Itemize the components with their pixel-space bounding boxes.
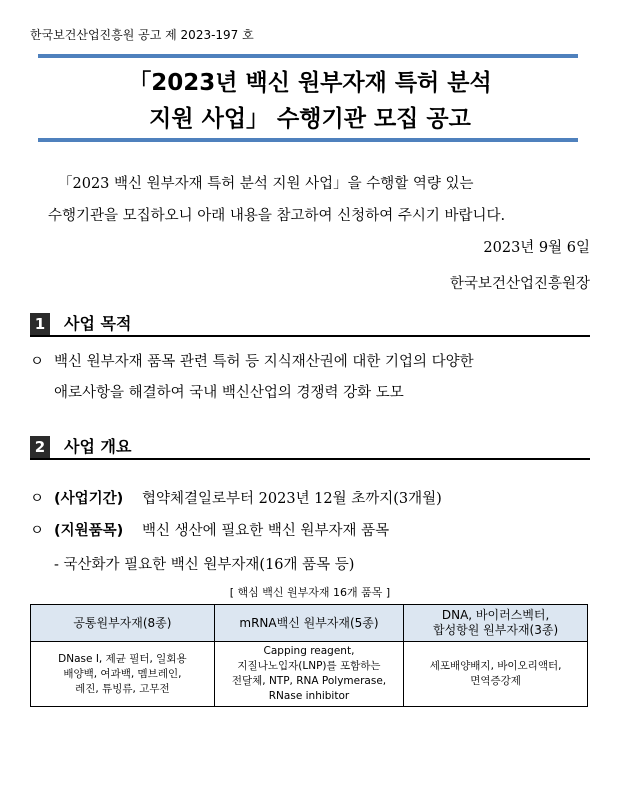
section-1-rule [30,335,590,337]
notice-number: 한국보건산업진흥원 공고 제 2023-197 호 [30,28,254,42]
period-bullet: ㅇ [30,491,45,507]
page-title-line1: 「2023년 백신 원부자재 특허 분석 [128,70,492,96]
cell-dna-line2: 면역증강제 [470,675,521,687]
table-caption: [ 핵심 백신 원부자재 16개 품목 ] [229,586,391,599]
intro-line2: 수행기관을 모집하오니 아래 내용을 참고하여 신청하여 주시기 바랍니다. [48,208,506,224]
table-header-row [31,605,588,642]
section-2-number: 2 [30,436,50,458]
header-common: 공통원부자재(8종) [31,605,215,642]
section-1-number: 1 [30,313,50,335]
section-1-header [30,313,590,337]
items-text: 백신 생산에 필요한 백신 원부자재 품목 [142,523,390,539]
intro-line1: 「2023 백신 원부자재 특허 분석 지원 사업」을 수행할 역량 있는 [58,176,474,192]
cell-mrna [214,642,403,707]
items-subtext: - 국산화가 필요한 백신 원부자재(16개 품목 등) [54,557,355,573]
cell-common [31,642,215,707]
section-1-text-line1: 백신 원부자재 품목 관련 특허 등 지식재산권에 대한 기업의 다양한 [54,354,474,370]
section-2-header [30,436,590,460]
cell-common-line3: 레진, 튜빙류, 고무전 [75,682,170,695]
page-title-line2: 지원 사업」 수행기관 모집 공고 [149,106,471,132]
items-label: (지원품목) [54,523,124,539]
cell-dna [404,642,588,707]
raw-materials-table [30,604,588,707]
header-mrna: mRNA백신 원부자재(5종) [214,605,403,642]
header-dna [404,605,588,642]
cell-common-line1: DNase I, 제균 필터, 일회용 [58,652,187,665]
period-label: (사업기간) [54,491,124,507]
section-2-title: 사업 개요 [64,437,132,456]
cell-dna-line1: 세포배양배지, 바이오리액터, [429,660,562,672]
section-1-text-line2: 애로사항을 해결하여 국내 백신산업의 경쟁력 강화 도모 [54,385,404,401]
header-dna-line1: DNA, 바이러스벡터, [441,608,550,622]
issuer: 한국보건산업진흥원장 [449,276,590,292]
cell-mrna-line4: RNase inhibitor [268,690,350,702]
cell-mrna-line3: 전달체, NTP, RNA Polymerase, [231,675,387,687]
section-1-bullet: ㅇ [30,354,45,370]
cell-mrna-line2: 지질나노입자(LNP)를 포함하는 [237,660,381,672]
cell-mrna-line1: Capping reagent, [263,645,355,657]
section-1-title: 사업 목적 [64,314,132,333]
section-2-rule [30,458,590,460]
header-dna-line2: 합성항원 원부자재(3종) [433,623,559,637]
table-row [31,642,588,707]
announce-date: 2023년 9월 6일 [483,240,590,256]
period-text: 협약체결일로부터 2023년 12월 초까지(3개월) [142,491,442,507]
title-bottom-bar [38,138,578,142]
cell-common-line2: 배양백, 여과백, 멤브레인, [63,667,182,680]
items-bullet: ㅇ [30,523,45,539]
title-top-bar [38,54,578,58]
